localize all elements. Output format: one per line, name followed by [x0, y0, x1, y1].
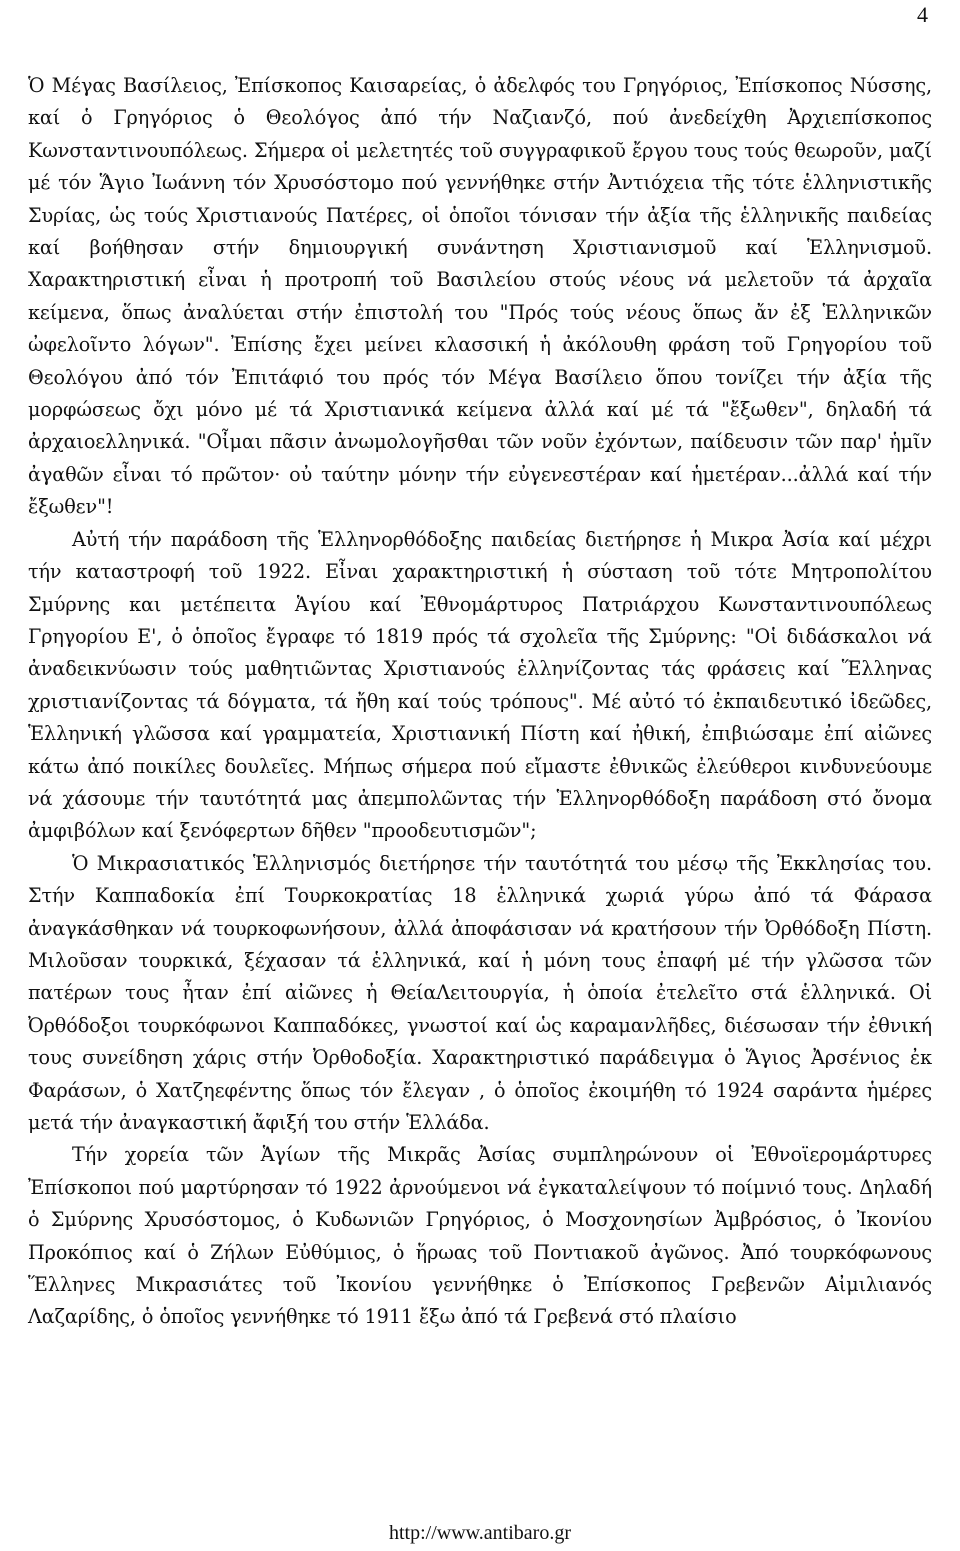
body-text	[28, 70, 932, 1334]
footer-url[interactable]: http://www.antibaro.gr	[388, 1522, 571, 1544]
paragraph: Ὁ Μικρασιατικός Ἑλληνισμός διετήρησε τήν ταυτότητά του μέσῳ τῆς Ἐκκλησίας του. Στήν Καππαδοκία ἐπί Τουρκοκρατίας 18 ἑλληνικά χωριά γύρω ἀπό τά Φάρασα ἀναγκάσθηκαν νά τουρκοφωνήσουν, ἀλλά ἀποφάσισαν νά κρατήσουν τήν Ὀρθόδοξη Πίστη. Μιλοῦσαν τουρκικά, ξέχασαν τά ἑλληνικά, καί ἡ μόνη τους ἐπαφή μέ τήν γλῶσσα τῶν πατέρων τους ἦταν ἐπί αἰῶνες ἡ ΘείαΛειτουργία, ἡ ὁποία ἐτελεῖτο στά ἑλληνικά. Οἱ Ὀρθόδοξοι τουρκόφωνοι Καππαδόκες, γνωστοί καί ὡς καραμανλῆδες, διέσωσαν τήν ἐθνική τους συνείδηση χάρις στήν Ὀρθοδοξία. Χαρακτηριστικό παράδειγμα ὁ Ἅγιος Ἀρσένιος ἐκ Φαράσων, ὁ Χατζηεφέντης ὅπως τόν ἔλεγαν , ὁ ὁποῖος ἐκοιμήθη τό 1924 σαράντα ἡμέρες μετά τήν ἀναγκαστική ἄφιξή του στήν Ἑλλάδα.	[28, 851, 932, 1134]
page-number: 4	[917, 2, 928, 27]
paragraph: Αὐτή τήν παράδοση τῆς Ἑλληνορθόδοξης παιδείας διετήρησε ἡ Μικρα Ἀσία καί μέχρι τήν καταστροφή τοῦ 1922. Εἶναι χαρακτηριστική ἡ σύσταση τοῦ τότε Μητροπολίτου Σμύρνης και μετέπειτα Ἁγίου καί Ἐθνομάρτυρος Πατριάρχου Κωνσταντινουπόλεως Γρηγορίου Ε', ὁ ὁποῖος ἔγραφε τό 1819 πρός τά σχολεῖα τῆς Σμύρνης: "Οἱ διδάσκαλοι νά ἀναδεικνύωσιν τούς μαθητιῶντας Χριστιανούς ἑλληνίζοντας τάς φράσεις καί Ἕλληνας χριστιανίζοντας τά δόγματα, τά ἤθη καί τούς τρόπους". Μέ αὐτό τό ἐκπαιδευτικό ἰδεῶδες, Ἑλληνική γλῶσσα καί γραμματεία, Χριστιανική Πίστη καί ἠθική, ἐπιβιώσαμε ἐπί αἰῶνες κάτω ἀπό ποικίλες δουλεῖες. Μήπως σήμερα πού εἴμαστε ἐθνικῶς ἐλεύθεροι κινδυνεύουμε νά χάσουμε τήν ταυτότητά μας ἀπεμπολῶντας τήν Ἑλληνορθόδοξη παράδοση στό ὄνομα ἀμφιβόλων καί ξενόφερτων δῆθεν "προοδευτισμῶν";	[28, 527, 932, 843]
paragraph: Τήν χορεία τῶν Ἁγίων τῆς Μικρᾶς Ἀσίας συμπληρώνουν οἱ Ἐθνοϊερομάρτυρες Ἐπίσκοποι πού μαρτύρησαν τό 1922 ἀρνούμενοι νά ἐγκαταλείψουν τό ποίμνιό τους. Δηλαδή ὁ Σμύρνης Χρυσόστομος, ὁ Κυδωνιῶν Γρηγόριος, ὁ Μοσχονησίων Ἀμβρόσιος, ὁ Ἰκονίου Προκόπιος καί ὁ Ζήλων Εὐθύμιος, ὁ ἥρωας τοῦ Ποντιακοῦ ἀγῶνος. Ἀπό τουρκόφωνους Ἕλληνες Μικρασιάτες τοῦ Ἰκονίου γεννήθηκε ὁ Ἐπίσκοπος Γρεβενῶν Αἰμιλιανός Λαζαρίδης, ὁ ὁποῖος γεννήθηκε τό 1911 ἔξω ἀπό τά Γρεβενά στό πλαίσιο	[28, 1143, 932, 1329]
paragraph: Ὁ Μέγας Βασίλειος, Ἐπίσκοπος Καισαρείας, ὁ ἀδελφός του Γρηγόριος, Ἐπίσκοπος Νύσσης, καί ὁ Γρηγόριος ὁ Θεολόγος ἀπό τήν Ναζιανζό, πού ἀνεδείχθη Ἀρχιεπίσκοπος Κωνσταντινουπόλεως. Σήμερα οἱ μελετητές τοῦ συγγραφικοῦ ἔργου τους τούς θεωροῦν, μαζί μέ τόν Ἅγιο Ἰωάννη τόν Χρυσόστομο πού γεννήθηκε στήν Ἀντιόχεια τῆς τότε ἑλληνιστικῆς Συρίας, ὡς τούς Χριστιανούς Πατέρες, οἱ ὁποῖοι τόνισαν τήν ἀξία τῆς ἑλληνικῆς παιδείας καί βοήθησαν στήν δημιουργική συνάντηση Χριστιανισμοῦ καί Ἑλληνισμοῦ. Χαρακτηριστική εἶναι ἡ προτροπή τοῦ Βασιλείου στούς νέους νά μελετοῦν τά ἀρχαῖα κείμενα, ὅπως ἀναλύεται στήν ἐπιστολή του "Πρός τούς νέους ὅπως ἄν ἐξ Ἑλληνικῶν ὠφελοῖντο λόγων". Ἐπίσης ἔχει μείνει κλασσική ἡ ἀκόλουθη φράση τοῦ Γρηγορίου τοῦ Θεολόγου ἀπό τόν Ἐπιτάφιό του πρός τόν Μέγα Βασίλειο ὅπου τονίζει τήν ἀξία τῆς μορφώσεως ὄχι μόνο μέ τά Χριστιανικά κείμενα ἀλλά καί μέ τά "ἔξωθεν", δηλαδή τά ἀρχαιοελληνικά. "Οἶμαι πᾶσιν ἀνωμολογῆσθαι τῶν νοῦν ἐχόντων, παίδευσιν τῶν παρ' ἡμῖν ἀγαθῶν εἶναι τό πρῶτον· οὐ ταύτην μόνην τήν εὐγενεστέραν καί ἡμετέραν...ἀλλά καί τήν ἔξωθεν"!	[28, 74, 932, 519]
